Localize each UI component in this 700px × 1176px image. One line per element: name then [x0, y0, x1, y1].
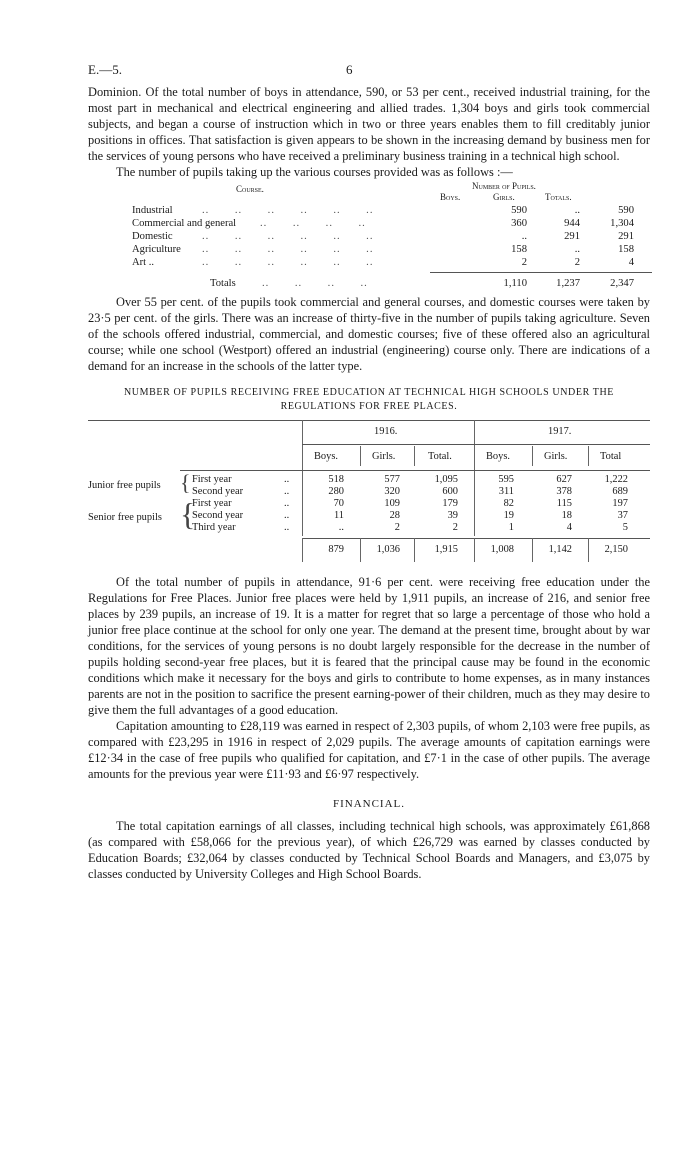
paragraph-courses-intro: The number of pupils taking up the various courses provided was as follows :—: [116, 165, 513, 179]
junior-free-pupils-label: Junior free pupils: [88, 480, 161, 491]
girls-1917-header: Girls.: [544, 451, 568, 462]
free-table-totals: [88, 536, 650, 562]
table-row: [132, 231, 652, 244]
paragraph-free-places: Of the total number of pupils in attendance, 91·6 per cent. were receiving free education under the Regulations for Free Places. Junior free places were held by 1,911 pupils, an increase of 216, and senior free places by 239 pupils, an increase of 19. It is a matter for regret that so large a percentage of those who hold a junior free place continue at the school for only one year. The demand at the present time, brought about by war conditions, for the services of young persons is no doubt largely responsible for the decrease in the number of pupils holding second-year free places, but it is feared that the principal cause may be found in the economic conditions which make it necessary for the boys and girls to contribute to home expenses, as in many instances parents are not in the position to sacrifice the present earning-power of their children, much as they may desire to give them the full advantages of a good education.: [88, 575, 650, 717]
total-1917-total: 2,150: [604, 544, 628, 555]
total-1917-value: 5: [622, 522, 628, 533]
caption-line: REGULATIONS FOR FREE PLACES.: [280, 401, 458, 412]
course-name: Industrial: [132, 205, 173, 216]
column-rule: [302, 420, 303, 536]
boys-1916-value: 518: [328, 474, 344, 485]
number-of-pupils-header: Number of Pupils.: [472, 181, 536, 191]
girls-1916-value: 2: [394, 522, 400, 533]
girls-value: 291: [564, 231, 580, 242]
boys-value: 2: [521, 257, 527, 268]
column-rule: [302, 538, 303, 562]
column-rule: [414, 538, 415, 562]
total-1917-value: 689: [612, 486, 628, 497]
boys-1917-value: 19: [503, 510, 514, 521]
girls-1916-value: 320: [384, 486, 400, 497]
total-1916-total: 1,915: [434, 544, 458, 555]
boys-value: 360: [511, 218, 527, 229]
leader-dots: .. .. .. .. .. ..: [202, 205, 374, 216]
page-number: 6: [346, 62, 353, 77]
year-label: First year: [192, 474, 232, 485]
boys-value: 590: [511, 205, 527, 216]
girls-value: 944: [564, 218, 580, 229]
boys-total: 1,110: [503, 278, 527, 289]
table-row: [132, 244, 652, 257]
total-1916-value: 1,095: [434, 474, 458, 485]
column-rule: [360, 446, 361, 466]
page-header: [88, 62, 650, 84]
table-row: [132, 218, 652, 231]
table-row: [132, 205, 652, 218]
total-1916-value: 179: [442, 498, 458, 509]
year-label: First year: [192, 498, 232, 509]
leader-dots: ..: [284, 510, 290, 521]
total-1916-header: Total.: [428, 451, 452, 462]
year-label: Second year: [192, 486, 244, 497]
boys-1916-value: ..: [338, 522, 344, 533]
caption-line: NUMBER OF PUPILS RECEIVING FREE EDUCATION AT TECHNICAL HIGH SCHOOLS UNDER THE: [123, 387, 615, 398]
boys-1916-value: 280: [328, 486, 344, 497]
leader-dots: .. .. .. ..: [262, 278, 368, 289]
column-rule: [360, 538, 361, 562]
girls-1916-value: 28: [389, 510, 400, 521]
total-value: 1,304: [610, 218, 634, 229]
senior-brace: {: [180, 496, 196, 532]
boys-1917-value: 311: [498, 486, 514, 497]
boys-1917-header: Boys.: [486, 451, 510, 462]
total-value: 590: [618, 205, 634, 216]
total-value: 4: [628, 257, 634, 268]
total-1917-value: 197: [612, 498, 628, 509]
girls-value: ..: [574, 244, 580, 255]
column-rule: [588, 538, 589, 562]
girls-1916-header: Girls.: [372, 451, 396, 462]
girls-1917-value: 378: [556, 486, 572, 497]
total-value: 158: [618, 244, 634, 255]
leader-dots: .. .. .. ..: [260, 218, 366, 229]
totals-label: Totals: [210, 278, 236, 289]
boys-1916-header: Boys.: [314, 451, 338, 462]
girls-1916-total: 1,036: [376, 544, 400, 555]
free-education-table: [88, 420, 650, 536]
paragraph-capitation: Capitation amounting to £28,119 was earned in respect of 2,303 pupils, of whom 2,103 were free pupils, as compared with £23,295 in 1916 in respect of 2,029 pupils. The average amounts of capitation earnings were £12·34 in the case of free pupils who qualified for capitation, and £7·1 in the case of other pupils. The average amounts for the previous year were £11·93 and £6·97 respectively.: [88, 719, 650, 781]
girls-value: 2: [574, 257, 580, 268]
girls-1916-value: 109: [384, 498, 400, 509]
boys-value: 158: [511, 244, 527, 255]
totals-rule: [302, 538, 650, 539]
boys-value: ..: [521, 231, 527, 242]
column-rule: [532, 538, 533, 562]
total-1917-header: Total: [600, 451, 622, 462]
leader-dots: .. .. .. .. .. ..: [202, 231, 374, 242]
year-1916-header: 1916.: [374, 426, 398, 437]
course-name: Art ..: [132, 257, 155, 268]
paragraph-courses-analysis: Over 55 per cent. of the pupils took commercial and general courses, and domestic courses were taken by 23·5 per cent. of the girls. There was an increase of thirty-five in the number of pupils taking agriculture. Seven of the schools offered industrial, commercial, and domestic courses; five of these offered also an agricultural course; while one school (Westport) offered an industrial (engineering) course only. There are indications of a demand for an increase in the schools of the latter type.: [88, 295, 650, 373]
girls-1916-value: 577: [384, 474, 400, 485]
document-reference: E.—5.: [88, 62, 122, 77]
girls-1917-value: 627: [556, 474, 572, 485]
document-page: [88, 62, 650, 882]
leader-dots: .. .. .. .. .. ..: [202, 257, 374, 268]
leader-dots: ..: [284, 498, 290, 509]
leader-dots: ..: [284, 522, 290, 533]
totals-column-header: Totals.: [545, 192, 572, 202]
course-name: Commercial and general: [132, 218, 237, 229]
boys-1916-total: 879: [328, 544, 344, 555]
column-rule: [474, 420, 475, 536]
column-rule: [414, 446, 415, 466]
courses-table: [88, 182, 650, 294]
boys-1917-value: 595: [498, 474, 514, 485]
total-1917-value: 37: [617, 510, 628, 521]
girls-1917-total: 1,142: [548, 544, 572, 555]
column-rule: [588, 446, 589, 466]
junior-brace: {: [180, 470, 191, 495]
course-name: Domestic: [132, 231, 173, 242]
boys-1917-total: 1,008: [490, 544, 514, 555]
senior-free-pupils-label: Senior free pupils: [88, 512, 162, 523]
boys-column-header: Boys.: [440, 192, 461, 202]
grand-total: 2,347: [610, 278, 634, 289]
girls-value: ..: [574, 205, 580, 216]
table-row: [132, 257, 652, 270]
total-value: 291: [618, 231, 634, 242]
total-1916-value: 39: [447, 510, 458, 521]
girls-1917-value: 18: [561, 510, 572, 521]
totals-rule: [430, 272, 652, 273]
girls-1917-value: 115: [556, 498, 572, 509]
free-education-table-caption: [88, 386, 650, 414]
year-label: Third year: [192, 522, 236, 533]
total-1916-value: 600: [442, 486, 458, 497]
year-1917-header: 1917.: [548, 426, 572, 437]
course-name: Agriculture: [132, 244, 181, 255]
column-rule: [532, 446, 533, 466]
total-1917-value: 1,222: [604, 474, 628, 485]
leader-dots: ..: [284, 474, 290, 485]
girls-column-header: Girls.: [493, 192, 515, 202]
paragraph-industrial-training: Dominion. Of the total number of boys in attendance, 590, or 53 per cent., received industrial training, for the most part in mechanical and electrical engineering and allied trades. 1,304 boys and girls took commercial subjects, and began a course of instruction which in two or three years enables them to fill creditably junior positions in offices. That satisfaction is given appears to be shown in the increasing demand by business men for the services of young persons who have received a preliminary business training in a technical high school.: [88, 85, 650, 163]
boys-1916-value: 11: [333, 510, 344, 521]
paragraph-financial: The total capitation earnings of all classes, including technical high schools, was approximately £61,868 (as compared with £58,066 for the previous year), of which £26,729 was earned by classes conducted by Education Boards; £32,064 by classes conducted by Technical School Boards and Managers, and £3,075 by classes conducted by University Colleges and High School Boards.: [88, 819, 650, 881]
column-rule: [474, 538, 475, 562]
boys-1917-value: 1: [508, 522, 514, 533]
leader-dots: .. .. .. .. .. ..: [202, 244, 374, 255]
leader-dots: ..: [284, 486, 290, 497]
boys-1916-value: 70: [333, 498, 344, 509]
total-1916-value: 2: [452, 522, 458, 533]
year-label: Second year: [192, 510, 244, 521]
financial-heading: FINANCIAL.: [332, 798, 406, 810]
boys-1917-value: 82: [503, 498, 514, 509]
totals-row: [132, 278, 652, 291]
course-column-header: Course.: [236, 184, 264, 194]
girls-1917-value: 4: [566, 522, 572, 533]
table-top-rule: [88, 420, 650, 421]
girls-total: 1,237: [556, 278, 580, 289]
year-rule: [302, 444, 650, 445]
header-bottom-rule: [180, 470, 650, 471]
